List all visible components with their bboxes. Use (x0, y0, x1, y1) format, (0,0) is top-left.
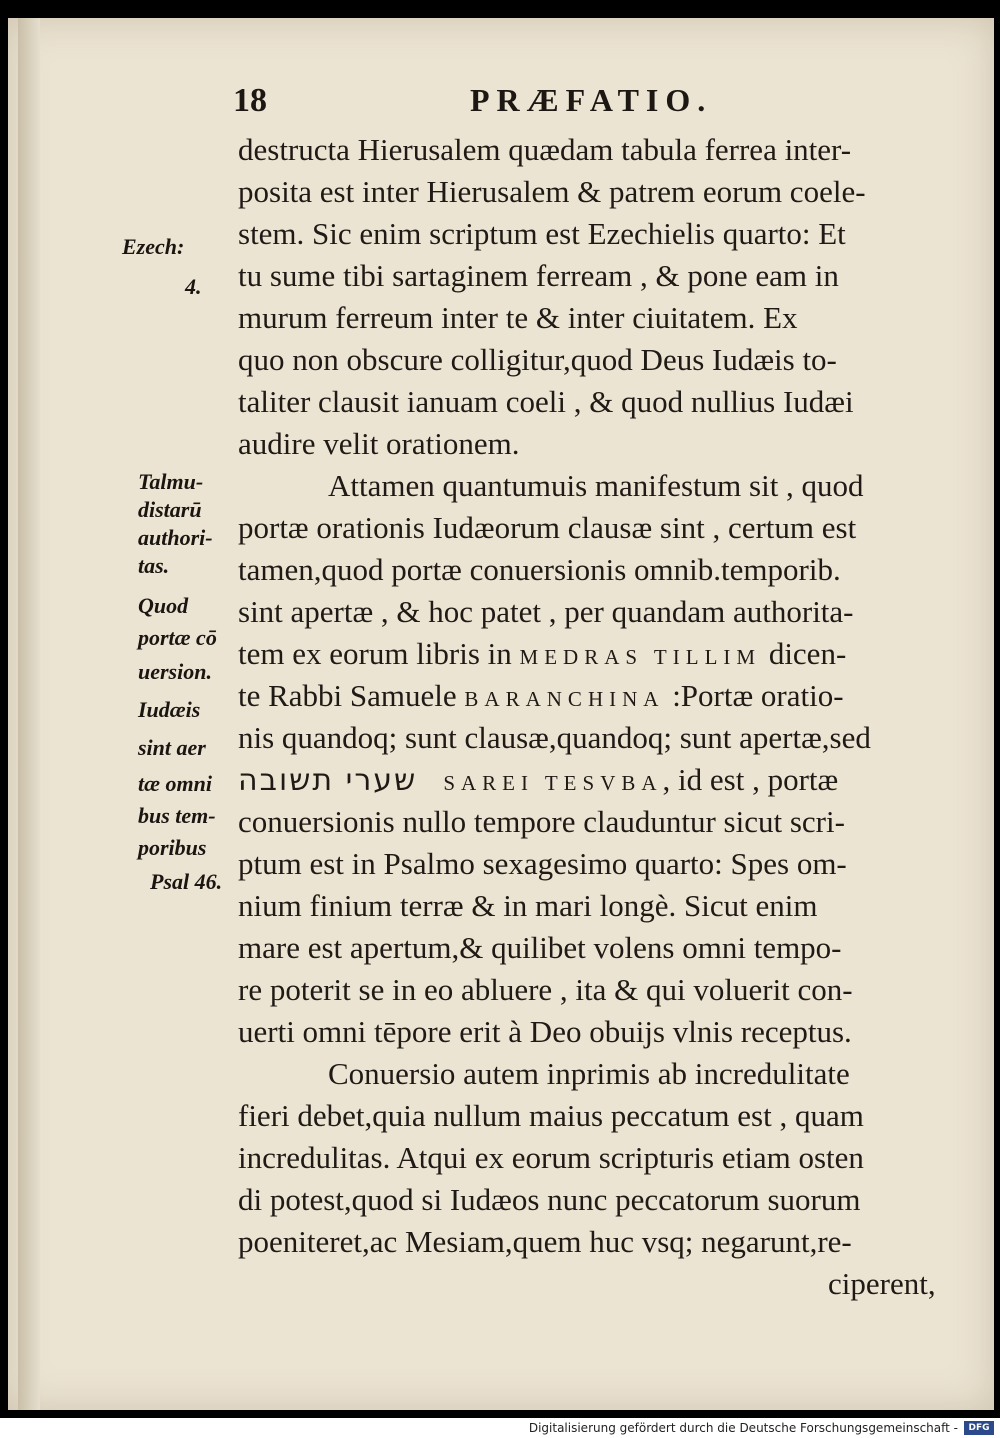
small-caps-sarei-tesvba: SAREI TESVBA (443, 771, 663, 795)
text-line: murum ferreum inter te & inter ciuitatem. Ex (238, 300, 798, 335)
funding-credit: Digitalisierung gefördert durch die Deutsche Forschungsgemeinschaft - (528, 1421, 958, 1435)
text-line: destructa Hierusalem quædam tabula ferrea inter- (238, 132, 852, 167)
text-line: conuersionis nullo tempore clauduntur sicut scri- (238, 804, 845, 839)
margin-note-quod-6: tæ omni (138, 771, 212, 796)
small-caps-baranchina: BARANCHINA (464, 687, 665, 711)
paragraph-start-line: Conuersio autem inprimis ab incredulitate (328, 1056, 850, 1091)
text-line: portæ orationis Iudæorum clausæ sint , certum est (238, 510, 857, 545)
paragraph-start-line: Attamen quantumuis manifestum sit , quod (328, 468, 864, 503)
margin-note-ezech: Ezech: (122, 234, 185, 259)
margin-note-talmud-3: authori- (138, 525, 213, 550)
digitization-footer (0, 1418, 1000, 1438)
page-gutter (18, 18, 40, 1410)
text-line: di potest,quod si Iudæos nunc peccatorum suorum (238, 1182, 861, 1217)
margin-note-talmud-4: tas. (138, 553, 170, 578)
text-line: sint apertæ , & hoc patet , per quandam authorita- (238, 594, 854, 629)
text-line: fieri debet,quia nullum maius peccatum est , quam (238, 1098, 864, 1133)
margin-note-quod-3: uersion. (138, 659, 212, 684)
running-head: PRÆFATIO. (470, 82, 713, 118)
margin-note-talmud-1: Talmu- (138, 469, 204, 494)
margin-note-psalm-ref: Psal 46. (150, 869, 223, 894)
margin-note-quod-8: poribus (138, 835, 207, 860)
margin-note-quod-2: portæ cō (138, 625, 217, 650)
text-line: stem. Sic enim scriptum est Ezechielis quarto: Et (238, 216, 846, 251)
text-line-medras: tem ex eorum libris in MEDRAS TILLIM dicen- (238, 636, 847, 671)
text-line-baranchina: te Rabbi Samuele BARANCHINA :Portæ oratio- (238, 678, 844, 713)
text-line: nis quandoq; sunt clausæ,quandoq; sunt apertæ,sed (238, 720, 871, 755)
text-line: uerti omni tēpore erit à Deo obuijs vlnis receptus. (238, 1014, 852, 1049)
hebrew-phrase: שערי תשובה (238, 763, 418, 798)
text-line: mare est apertum,& quilibet volens omni tempo- (238, 930, 842, 965)
small-caps-medras-tillim: MEDRAS TILLIM (519, 645, 762, 669)
text-line: audire velit orationem. (238, 426, 520, 461)
text-line: tu sume tibi sartaginem ferream , & pone eam in (238, 258, 839, 293)
dfg-logo: DFG (964, 1421, 994, 1435)
text-line: poeniteret,ac Mesiam,quem huc vsq; negarunt,re- (238, 1224, 852, 1259)
text-line: taliter clausit ianuam coeli , & quod nullius Iudæi (238, 384, 854, 419)
text-line: incredulitas. Atqui ex eorum scripturis etiam osten (238, 1140, 864, 1175)
text-line: tamen,quod portæ conuersionis omnib.temporib. (238, 552, 841, 587)
page-number: 18 (233, 82, 267, 119)
text-line: ptum est in Psalmo sexagesimo quarto: Spes om- (238, 846, 847, 881)
margin-note-quod-7: bus tem- (138, 803, 216, 828)
text-line: nium finium terræ & in mari longè. Sicut enim (238, 888, 818, 923)
margin-note-talmud-2: distarū (138, 497, 202, 522)
margin-note-ezech-number: 4. (185, 274, 202, 299)
text-line: posita est inter Hierusalem & patrem eorum coele- (238, 174, 866, 209)
text-line-hebrew: שערי תשובה SAREI TESVBA, id est , portæ (238, 762, 839, 798)
catchword-line: ciperent, (828, 1266, 936, 1301)
margin-note-quod-5: sint aer (138, 735, 206, 760)
text-line: re poterit se in eo abluere , ita & qui voluerit con- (238, 972, 853, 1007)
text-line: quo non obscure colligitur,quod Deus Iudæis to- (238, 342, 837, 377)
margin-note-quod-4: Iudæis (138, 697, 201, 722)
margin-note-quod-1: Quod (138, 593, 189, 618)
